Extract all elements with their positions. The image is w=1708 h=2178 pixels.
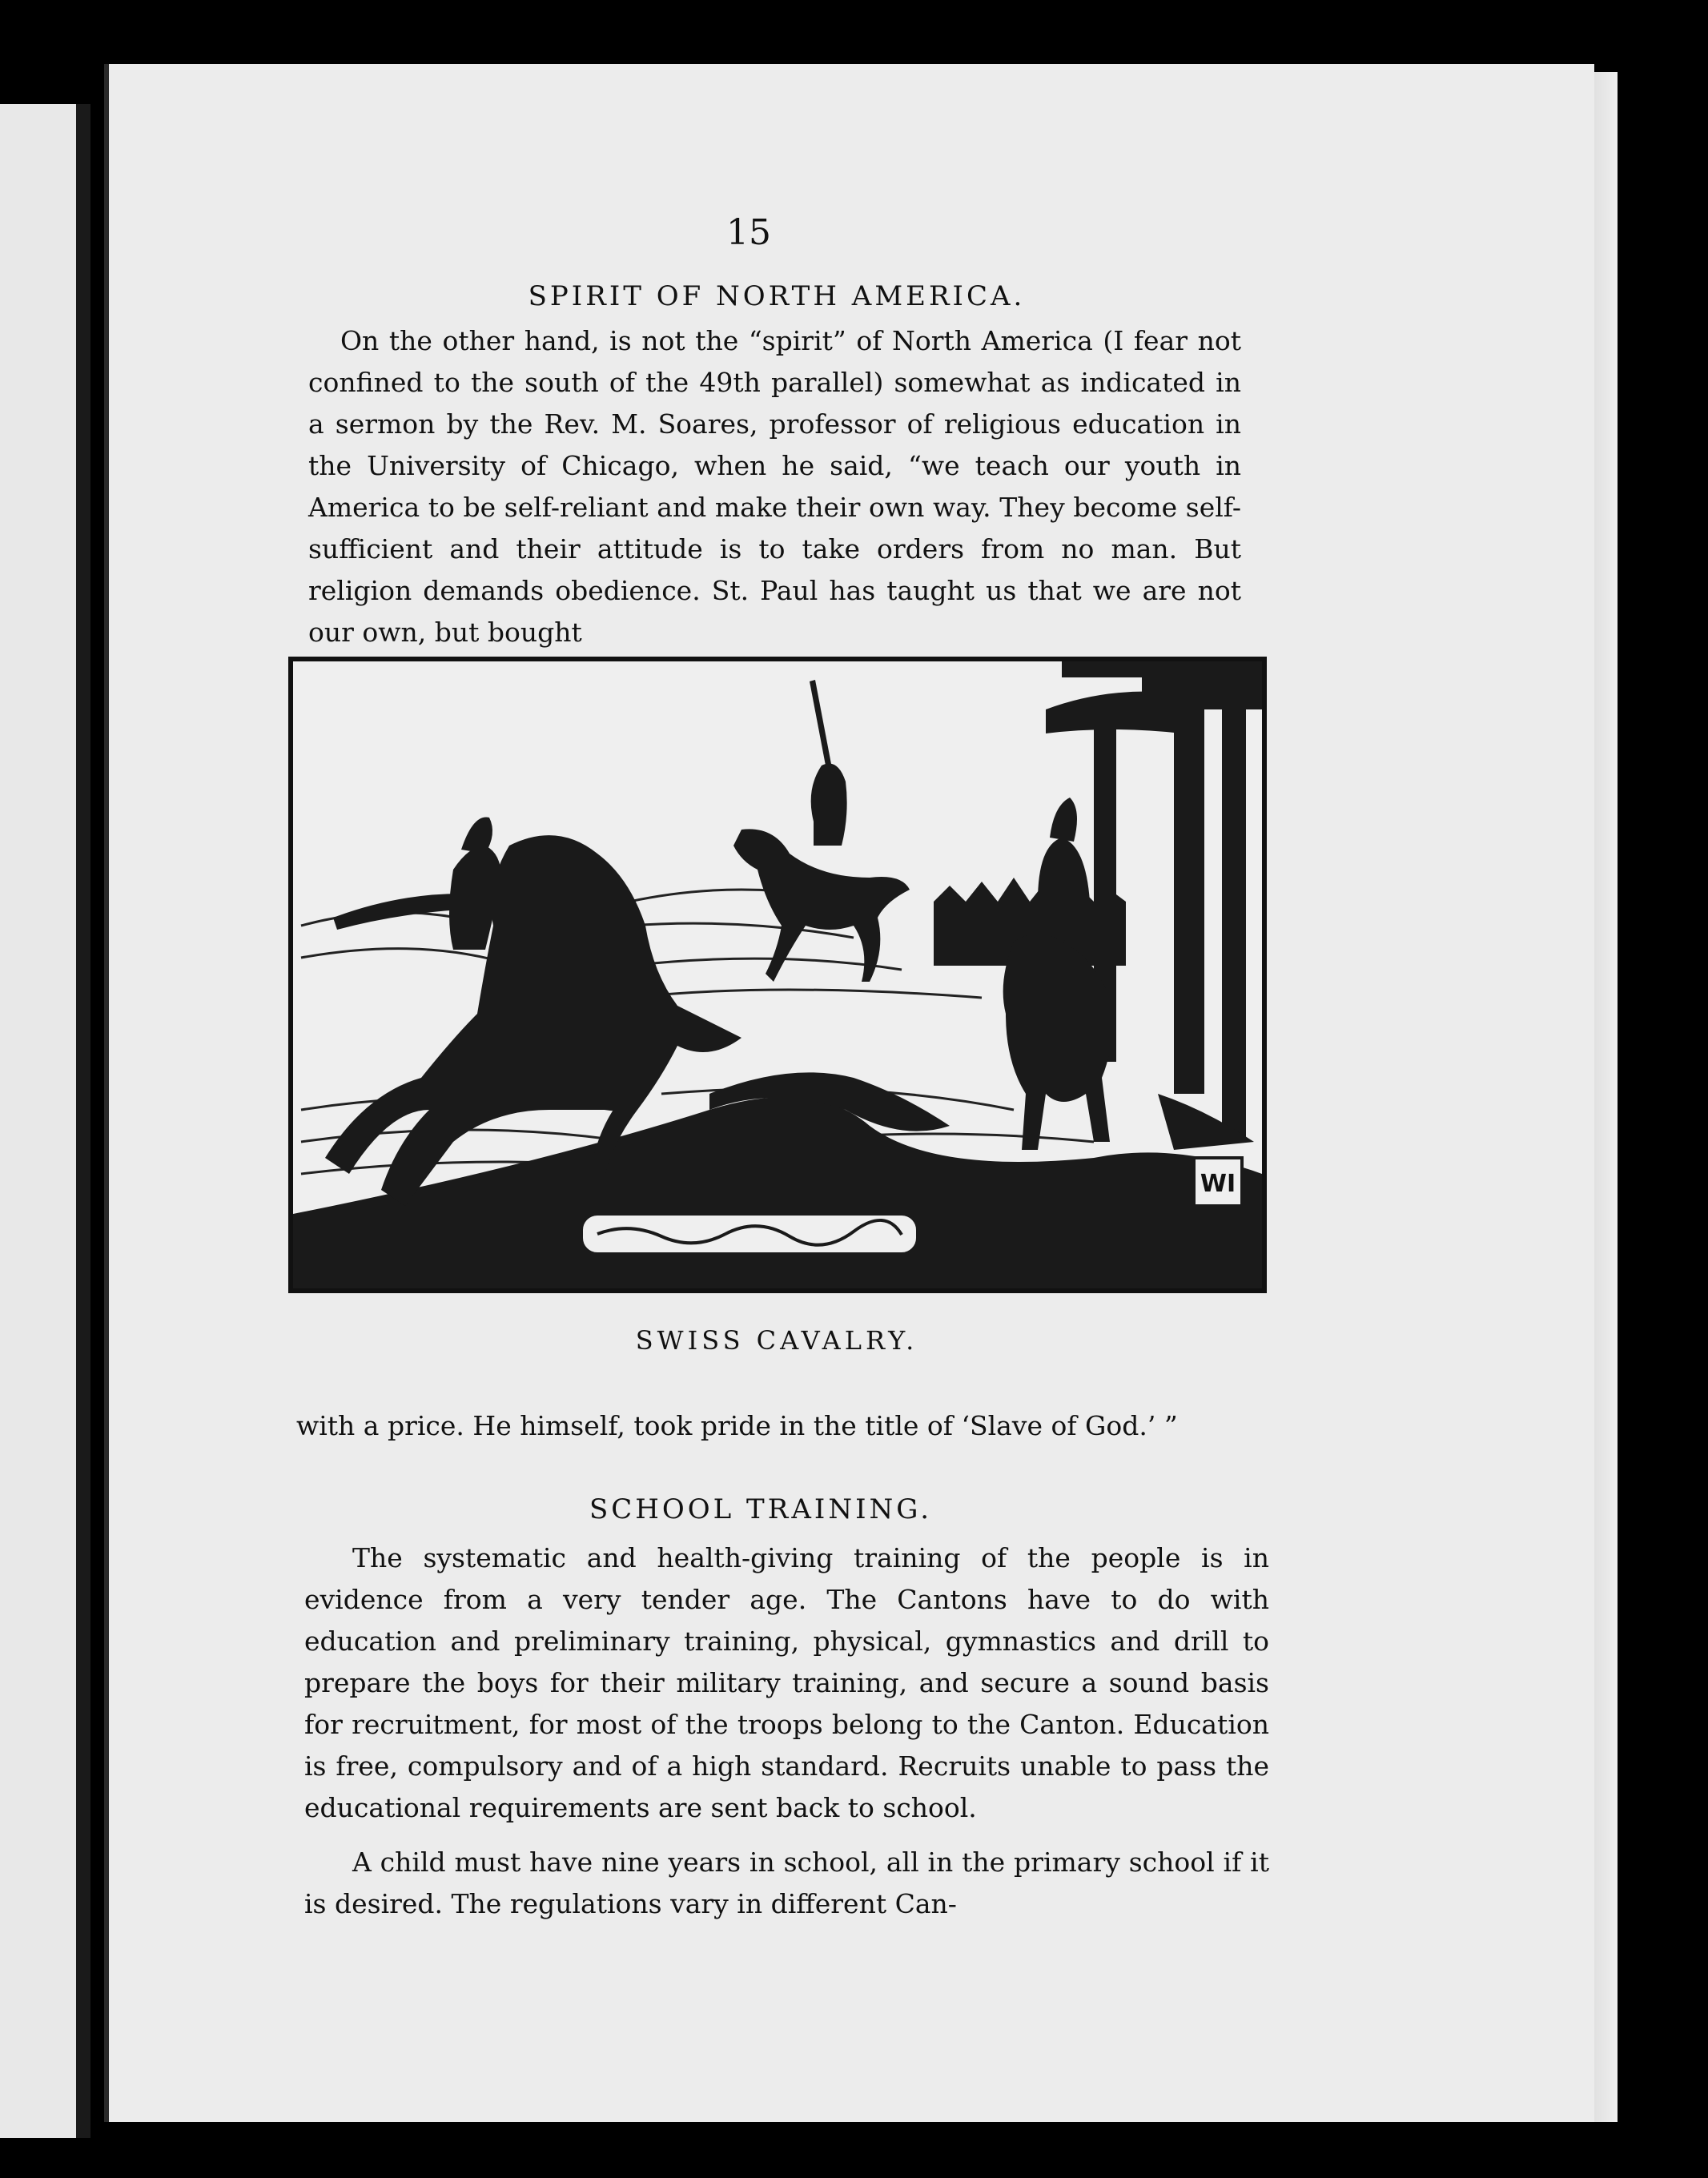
section-text-spirit: On the other hand, is not the “spirit” of North America (I fear not confined to the south of the 49th parallel) somewhat as indicated in a sermon by the Rev. M. Soares, professor of religious education in the University of Chicago, when he said, “we teach our youth in America to be self-reliant and make their own way. They become self-sufficient and their attitude is to take orders from no man. But religion demands obedience. St. Paul has taught us that we are not our own, but bought [308,325,1241,648]
section-heading-school: SCHOOL TRAINING. [589,1493,933,1525]
continuation-text: with a price. He himself, took pride in the title of ‘Slave of God.’ ” [296,1410,1178,1441]
swiss-cavalry-illustration [288,657,1267,1293]
page-number: 15 [726,212,771,253]
left-page-edge [0,104,90,2138]
signature-banner [581,1214,918,1254]
section-text-school-2: A child must have nine years in school, all in the primary school if it is desired. The regulations vary in different Can- [304,1846,1269,1919]
section-text-school-1: The systematic and health-giving training of the people is in evidence from a very tender age. The Cantons have to do with education and preliminary training, physical, gymnastics and drill to prepare the boys for their military training, and secure a sound basis for recruitment, for most of the troops belong to the Canton. Education is free, compulsory and of a high standard. Recruits unable to pass the educational requirements are sent back to school. [304,1542,1269,1823]
section-heading-spirit: SPIRIT OF NORTH AMERICA. [528,280,1026,312]
monogram-text: WI [1200,1170,1236,1198]
cavalry-woodcut [293,661,1262,1288]
illustration-caption: SWISS CAVALRY. [635,1325,918,1356]
